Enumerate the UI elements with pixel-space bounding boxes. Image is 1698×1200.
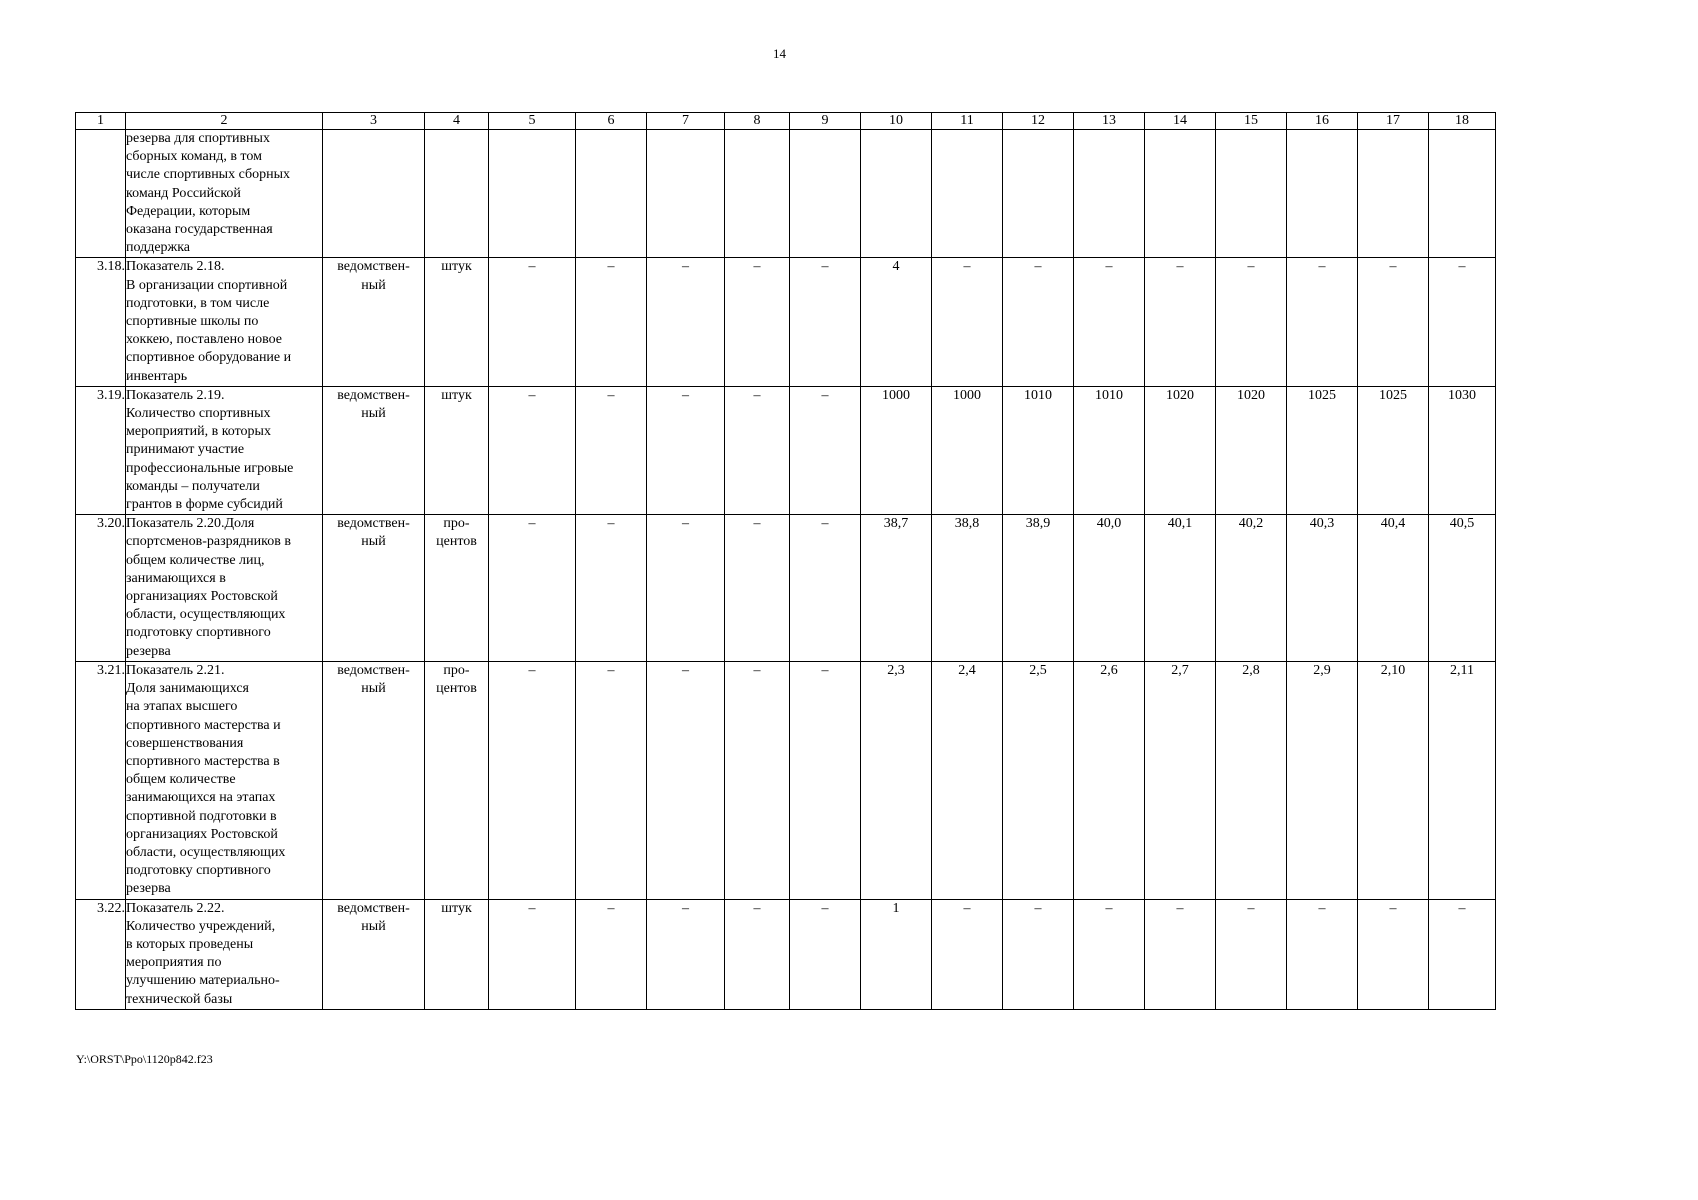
value-cell: – (1216, 258, 1287, 386)
indicator-name-line: занимающихся в (126, 570, 226, 586)
indicator-name-line: Показатель 2.22. (126, 900, 225, 916)
source-line: ведомствен- (337, 900, 410, 916)
unit-line: про- (443, 516, 470, 532)
table-row (76, 899, 1496, 1009)
indicator-name (126, 661, 323, 899)
value-cell: – (1358, 899, 1429, 1009)
value-cell: – (1429, 899, 1496, 1009)
value-cell: 40,0 (1074, 515, 1145, 662)
value-cell: – (489, 258, 576, 386)
value-cell: – (1216, 899, 1287, 1009)
indicator-name-line: общем количестве (126, 772, 236, 788)
indicator-name-line: подготовку спортивного (126, 625, 271, 641)
value-cell: 1010 (1074, 386, 1145, 514)
header-cell: 13 (1074, 113, 1145, 130)
indicator-name-line: подготовку спортивного (126, 863, 271, 879)
value-cell: – (1145, 899, 1216, 1009)
table-row (76, 515, 1496, 662)
value-cell (489, 130, 576, 258)
indicator-name-line: грантов в форме субсидий (126, 497, 283, 513)
indicator-name-line: числе спортивных сборных (126, 167, 290, 183)
value-cell: 4 (861, 258, 932, 386)
indicator-unit (425, 515, 489, 662)
value-cell (1429, 130, 1496, 258)
value-cell: – (932, 899, 1003, 1009)
indicator-name-line: Показатель 2.20.Доля (126, 516, 255, 532)
header-cell: 6 (576, 113, 647, 130)
indicator-name-line: спортивной подготовки в (126, 808, 277, 824)
source-line: ный (361, 534, 386, 550)
indicator-name (126, 899, 323, 1009)
value-cell (1216, 130, 1287, 258)
value-cell: 1000 (861, 386, 932, 514)
value-cell: – (932, 258, 1003, 386)
unit-line: про- (443, 662, 470, 678)
value-cell: – (576, 661, 647, 899)
indicator-name-line: хоккею, поставлено новое (126, 332, 282, 348)
indicator-name-line: инвентарь (126, 368, 188, 384)
row-number: 3.22. (76, 899, 126, 1009)
table-row (76, 661, 1496, 899)
indicator-source (323, 899, 425, 1009)
indicator-name-line: улучшению материально- (126, 973, 280, 989)
value-cell: 1025 (1358, 386, 1429, 514)
value-cell: – (790, 515, 861, 662)
indicator-name-line: принимают участие (126, 442, 245, 458)
value-cell: 2,10 (1358, 661, 1429, 899)
header-cell: 10 (861, 113, 932, 130)
indicator-name-line: спортивное оборудование и (126, 350, 292, 366)
header-cell: 18 (1429, 113, 1496, 130)
indicator-unit (425, 258, 489, 386)
row-number: 3.18. (76, 258, 126, 386)
value-cell: – (790, 661, 861, 899)
row-number: 3.20. (76, 515, 126, 662)
value-cell: – (1074, 258, 1145, 386)
value-cell (1145, 130, 1216, 258)
header-cell: 16 (1287, 113, 1358, 130)
value-cell: – (1003, 258, 1074, 386)
value-cell: 2,5 (1003, 661, 1074, 899)
value-cell: – (790, 386, 861, 514)
header-cell: 8 (725, 113, 790, 130)
value-cell: – (1358, 258, 1429, 386)
header-cell: 12 (1003, 113, 1074, 130)
value-cell (1358, 130, 1429, 258)
source-line: ный (361, 277, 386, 293)
header-cell: 11 (932, 113, 1003, 130)
indicator-name-line: Показатель 2.18. (126, 259, 225, 275)
value-cell (1287, 130, 1358, 258)
value-cell: – (647, 386, 725, 514)
row-number (76, 130, 126, 258)
indicator-name-line: команд Российской (126, 185, 241, 201)
value-cell: – (725, 899, 790, 1009)
value-cell: – (647, 515, 725, 662)
page-number: 14 (773, 46, 786, 61)
indicators-table (75, 112, 1496, 1010)
source-line: ный (361, 681, 386, 697)
indicator-name-line: совершенствования (126, 735, 244, 751)
value-cell: – (1429, 258, 1496, 386)
value-cell: – (790, 899, 861, 1009)
indicator-name-line: спортсменов-разрядников в (126, 534, 291, 550)
source-line: ведомствен- (337, 259, 410, 275)
indicator-name (126, 130, 323, 258)
indicator-name-line: Федерации, которым (126, 203, 251, 219)
indicator-name-line: резерва для спортивных (126, 131, 270, 146)
value-cell (576, 130, 647, 258)
value-cell: 40,5 (1429, 515, 1496, 662)
header-cell: 17 (1358, 113, 1429, 130)
indicator-name-line: мероприятия по (126, 955, 222, 971)
value-cell: 2,11 (1429, 661, 1496, 899)
indicator-name-line: на этапах высшего (126, 699, 238, 715)
table-row (76, 130, 1496, 258)
value-cell: – (489, 515, 576, 662)
value-cell (1003, 130, 1074, 258)
value-cell: – (489, 386, 576, 514)
value-cell: 38,9 (1003, 515, 1074, 662)
indicator-unit (425, 899, 489, 1009)
header-cell: 1 (76, 113, 126, 130)
value-cell (647, 130, 725, 258)
indicator-source (323, 258, 425, 386)
value-cell: – (489, 661, 576, 899)
value-cell (790, 130, 861, 258)
indicator-name-line: резерва (126, 881, 171, 897)
header-cell: 3 (323, 113, 425, 130)
row-number: 3.19. (76, 386, 126, 514)
value-cell: 2,7 (1145, 661, 1216, 899)
indicator-name-line: В организации спортивной (126, 277, 288, 293)
indicator-name-line: общем количестве лиц, (126, 552, 265, 568)
value-cell: – (1074, 899, 1145, 1009)
indicator-name-line: Показатель 2.21. (126, 662, 225, 678)
indicator-unit (425, 386, 489, 514)
header-cell: 4 (425, 113, 489, 130)
unit-line: штук (441, 900, 472, 916)
indicator-name-line: резерва (126, 643, 171, 659)
indicator-name-line: спортивного мастерства в (126, 753, 280, 769)
value-cell: – (725, 258, 790, 386)
value-cell (1074, 130, 1145, 258)
value-cell: – (1003, 899, 1074, 1009)
indicator-name-line: области, осуществляющих (126, 607, 286, 623)
indicator-source (323, 130, 425, 258)
value-cell: 1000 (932, 386, 1003, 514)
indicator-name-line: команды – получатели (126, 478, 260, 494)
value-cell: – (1287, 899, 1358, 1009)
indicator-name-line: организациях Ростовской (126, 826, 278, 842)
unit-line: штук (441, 387, 472, 403)
value-cell: 2,3 (861, 661, 932, 899)
source-line: ведомствен- (337, 516, 410, 532)
indicator-unit (425, 661, 489, 899)
row-number: 3.21. (76, 661, 126, 899)
table-row (76, 258, 1496, 386)
source-line: ведомствен- (337, 387, 410, 403)
value-cell: 2,6 (1074, 661, 1145, 899)
indicator-unit (425, 130, 489, 258)
indicator-name-line: Количество спортивных (126, 406, 271, 422)
indicator-name-line: организациях Ростовской (126, 589, 278, 605)
value-cell: 2,9 (1287, 661, 1358, 899)
indicator-name-line: технической базы (126, 991, 233, 1007)
indicator-name (126, 515, 323, 662)
value-cell: – (725, 386, 790, 514)
value-cell: 1025 (1287, 386, 1358, 514)
value-cell: 1010 (1003, 386, 1074, 514)
source-line: ный (361, 406, 386, 422)
value-cell (932, 130, 1003, 258)
value-cell: – (790, 258, 861, 386)
value-cell: 38,8 (932, 515, 1003, 662)
value-cell: – (1145, 258, 1216, 386)
indicator-name-line: занимающихся на этапах (126, 790, 276, 806)
value-cell: – (576, 899, 647, 1009)
indicator-name-line: профессиональные игровые (126, 460, 294, 476)
value-cell: 1020 (1216, 386, 1287, 514)
value-cell: – (489, 899, 576, 1009)
value-cell (861, 130, 932, 258)
value-cell: – (1287, 258, 1358, 386)
value-cell: – (647, 661, 725, 899)
unit-line: центов (436, 534, 477, 550)
indicator-name-line: Количество учреждений, (126, 918, 276, 934)
source-line: ный (361, 918, 386, 934)
value-cell: 38,7 (861, 515, 932, 662)
value-cell: 1020 (1145, 386, 1216, 514)
indicator-name-line: мероприятий, в которых (126, 424, 271, 440)
header-cell: 2 (126, 113, 323, 130)
value-cell: – (647, 899, 725, 1009)
header-cell: 7 (647, 113, 725, 130)
indicator-name-line: Показатель 2.19. (126, 387, 225, 403)
indicator-name-line: Доля занимающихся (126, 681, 249, 697)
value-cell: 40,1 (1145, 515, 1216, 662)
indicator-name-line: поддержка (126, 240, 191, 256)
value-cell (725, 130, 790, 258)
indicator-source (323, 515, 425, 662)
value-cell: 2,4 (932, 661, 1003, 899)
header-cell: 9 (790, 113, 861, 130)
indicator-name-line: подготовки, в том числе (126, 295, 270, 311)
value-cell: 40,4 (1358, 515, 1429, 662)
header-cell: 14 (1145, 113, 1216, 130)
source-line: ведомствен- (337, 662, 410, 678)
indicator-name (126, 386, 323, 514)
indicator-source (323, 661, 425, 899)
indicator-name-line: спортивного мастерства и (126, 717, 281, 733)
header-cell: 15 (1216, 113, 1287, 130)
value-cell: 1 (861, 899, 932, 1009)
value-cell: – (576, 258, 647, 386)
indicator-name-line: области, осуществляющих (126, 844, 286, 860)
indicator-name-line: спортивные школы по (126, 314, 259, 330)
value-cell: 40,3 (1287, 515, 1358, 662)
indicator-source (323, 386, 425, 514)
value-cell: 1030 (1429, 386, 1496, 514)
indicator-name-line: в которых проведены (126, 936, 254, 952)
value-cell: – (725, 661, 790, 899)
value-cell: – (576, 386, 647, 514)
unit-line: центов (436, 681, 477, 697)
value-cell: 2,8 (1216, 661, 1287, 899)
indicator-name (126, 258, 323, 386)
table-row (76, 386, 1496, 514)
footer-file-path: Y:\ORST\Ppo\1120p842.f23 (76, 1052, 213, 1066)
indicator-name-line: сборных команд, в том (126, 149, 262, 165)
unit-line: штук (441, 259, 472, 275)
value-cell: 40,2 (1216, 515, 1287, 662)
value-cell: – (647, 258, 725, 386)
header-row (76, 113, 1496, 130)
header-cell: 5 (489, 113, 576, 130)
indicator-name-line: оказана государственная (126, 222, 273, 238)
value-cell: – (576, 515, 647, 662)
value-cell: – (725, 515, 790, 662)
